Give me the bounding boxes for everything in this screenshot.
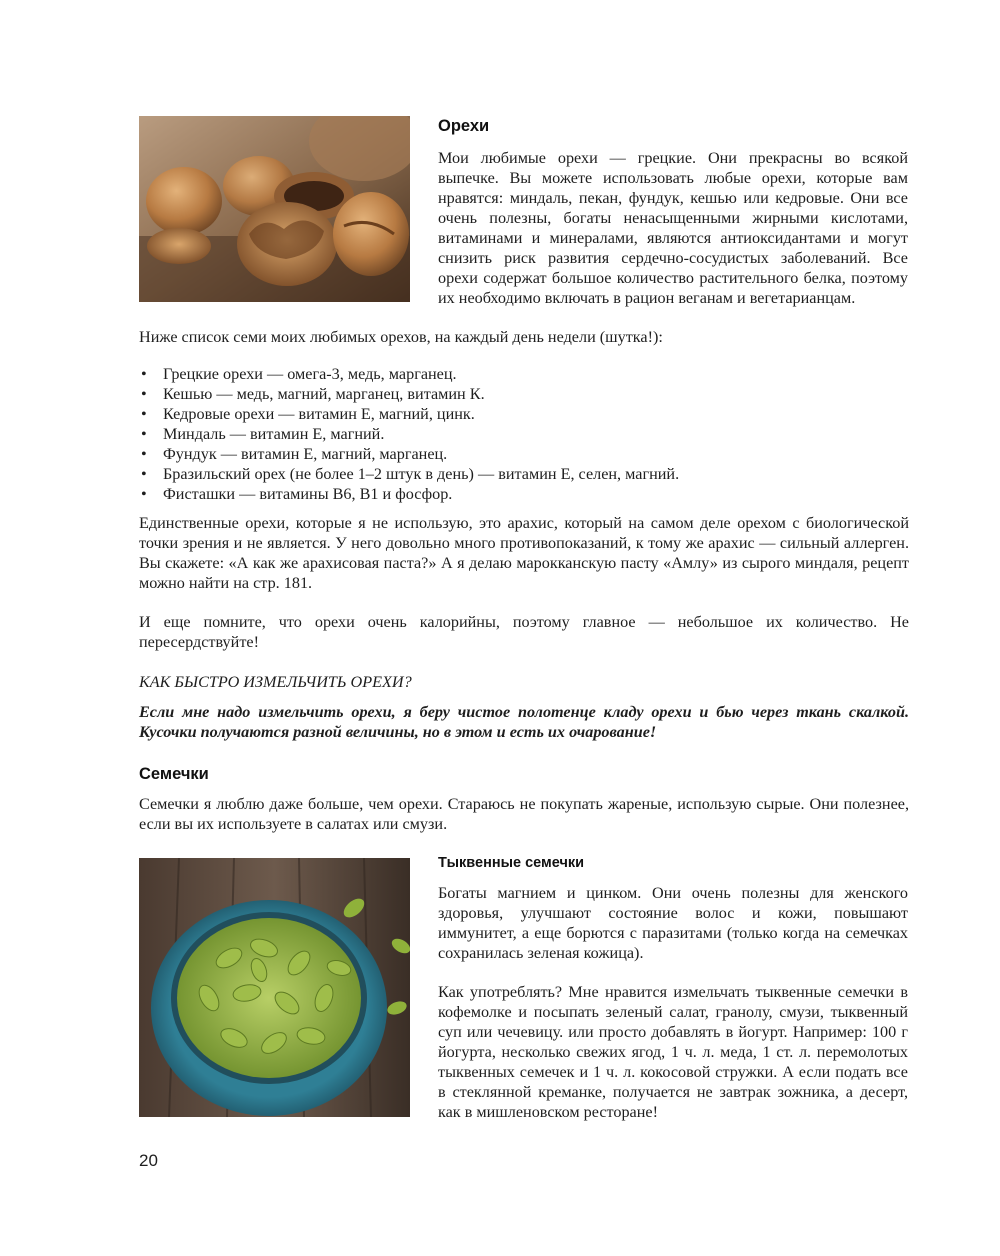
list-item: • Кешью — медь, магний, марганец, витамин К. [139, 384, 909, 404]
list-item: • Фисташки — витамины В6, В1 и фосфор. [139, 484, 909, 504]
walnuts-photo [139, 116, 410, 302]
page-number: 20 [139, 1151, 158, 1170]
nuts-list [139, 364, 909, 504]
list-item: • Фундук — витамин Е, магний, марганец. [139, 444, 909, 464]
pumpkin-paragraph-2: Как употреблять? Мне нравится измельчать тыквенные семечки в кофемолке и посыпать зеленый салат, гранолу, смузи, тыквенный суп или чечевицу. или просто добавлять в йогурт. Например: 100 г йогурта, несколько свежих ягод, 1 ч. л. меда, 1 ст. л. перемолотых тыквенных семечек и 1 ч. л. кокосовой стружки. А если подать все в стеклянной креманке, получается не завтрак зожника, а десерт, как в мишленовском ресторане! [438, 983, 908, 1121]
calorie-paragraph: И еще помните, что орехи очень калорийны, поэтому главное — небольшое их количество. Не пересердствуйте! [139, 613, 909, 651]
list-item: • Миндаль — витамин Е, магний. [139, 424, 909, 444]
nuts-list-intro: Ниже список семи моих любимых орехов, на каждый день недели (шутка!): [139, 328, 663, 346]
tip-question: КАК БЫСТРО ИЗМЕЛЬЧИТЬ ОРЕХИ? [139, 673, 412, 691]
seeds-intro: Семечки я люблю даже больше, чем орехи. Стараюсь не покупать жареные, использую сырые. Они полезнее, если вы их используете в салатах или смузи. [139, 795, 909, 833]
list-item: • Кедровые орехи — витамин Е, магний, цинк. [139, 404, 909, 424]
seeds-heading: Семечки [139, 765, 209, 783]
peanut-paragraph: Единственные орехи, которые я не использую, это арахис, который на самом деле орехом с биологической точки зрения и не является. У него довольно много противопоказаний, к тому же арахис — сильный аллерген. Вы скажете: «А как же арахисовая паста?» А я делаю марокканскую пасту «Амлу» из сырого миндаля, рецепт можно найти на стр. 181. [139, 514, 909, 592]
nuts-intro: Мои любимые орехи — грецкие. Они прекрасны во всякой выпечке. Вы можете использовать любые орехи, которые вам нравятся: миндаль, пекан, фундук, кешью или кедровые. Они все очень полезны, богаты ненасыщенными жирными кислотами, витаминами и минералами, являются антиоксидантами и могут снизить риск развития сердечно-сосудистых заболеваний. Все орехи содержат большое количество растительного белка, поэтому их необходимо включать в рацион веганам и вегетарианцам. [438, 149, 908, 307]
tip-answer: Если мне надо измельчить орехи, я беру чистое полотенце кладу орехи и бью через ткань скалкой. Кусочки получаются разной величины, но в этом и есть их очарование! [139, 703, 909, 741]
pumpkin-seeds-photo [139, 858, 410, 1117]
pumpkin-paragraph-1: Богаты магнием и цинком. Они очень полезны для женского здоровья, улучшают состояние волос и кожи, повышают иммунитет, а еще борются с паразитами (только когда на семечках сохранилась зеленая кожица). [438, 884, 908, 962]
pumpkin-heading: Тыквенные семечки [438, 855, 585, 871]
list-item: • Грецкие орехи — омега-3, медь, марганец. [139, 364, 909, 384]
list-item: • Бразильский орех (не более 1–2 штук в день) — витамин Е, селен, магний. [139, 464, 909, 484]
nuts-heading: Орехи [438, 117, 490, 135]
